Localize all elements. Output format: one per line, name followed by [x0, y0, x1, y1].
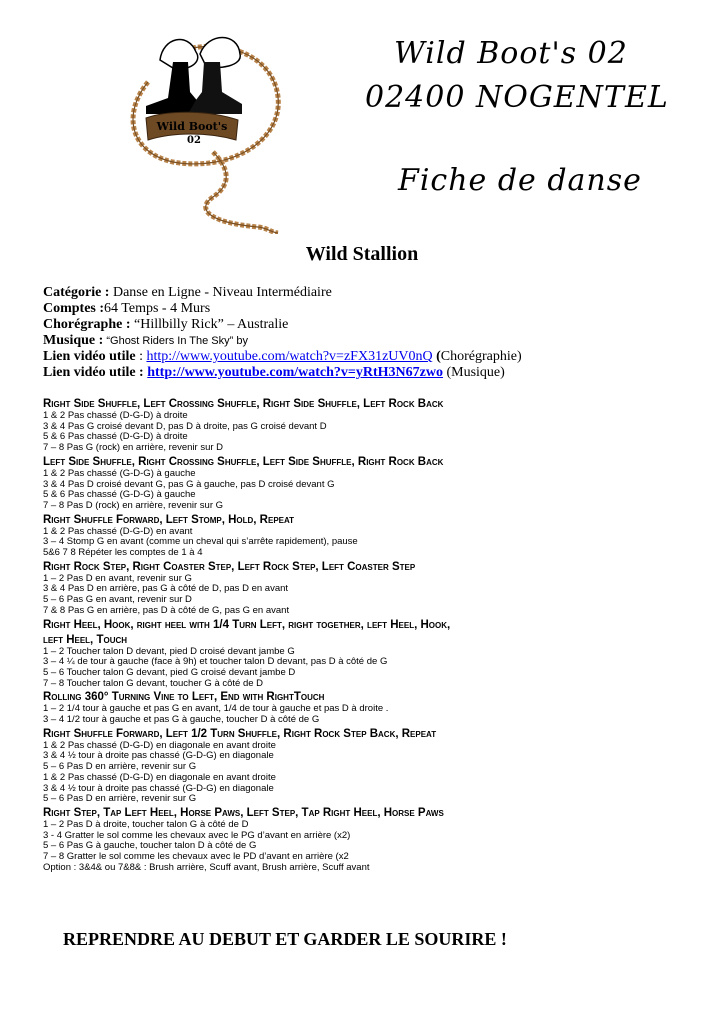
musique-value: “Ghost Riders In The Sky” by	[103, 335, 248, 347]
section-title: Right Rock Step, Right Coaster Step, Left Rock Step, Left Coaster Step	[43, 560, 416, 573]
step-line: 3 & 4 ½ tour à droite pas chassé (G-D-G) en diagonale	[43, 750, 274, 762]
step-line: 1 & 2 Pas chassé (D-G-D) en diagonale en avant droite	[43, 771, 276, 783]
step-line: Option : 3&4& ou 7&8& : Brush arrière, Scuff avant, Brush arrière, Scuff avant	[43, 861, 370, 873]
step-line: 1 & 2 Pas chassé (G-D-G) à gauche	[43, 467, 196, 479]
meta-comptes	[43, 301, 210, 317]
categorie-value: Danse en Ligne - Niveau Intermédiaire	[109, 285, 332, 300]
video1-suffix: Chorégraphie)	[440, 349, 522, 364]
section-title: Right Shuffle Forward, Left Stomp, Hold, Repeat	[43, 513, 295, 526]
step-line: 7 & 8 Pas G en arrière, pas D à côté de G, pas G en avant	[43, 604, 290, 616]
section-title: Right Step, Tap Left Heel, Horse Paws, Left Step, Tap Right Heel, Horse Paws	[43, 806, 444, 819]
section-title: Right Side Shuffle, Left Crossing Shuffle, Right Side Shuffle, Left Rock Back	[43, 398, 444, 410]
step-line: 5 & 6 Pas chassé (D-G-D) à droite	[43, 431, 188, 443]
meta-musique	[43, 333, 248, 349]
club-address: 02400 NOGENTEL	[365, 80, 669, 115]
step-line: 5 & 6 Pas chassé (G-D-G) à gauche	[43, 489, 196, 501]
step-line: 3 & 4 Pas D croisé devant G, pas G à gauche, pas D croisé devant G	[43, 478, 335, 490]
lasso-boots-logo-icon	[118, 22, 288, 234]
section-title: Rolling 360° Turning Vine to Left, End with RightTouch	[43, 691, 325, 704]
step-line: 7 – 8 Pas D (rock) en arrière, revenir sur G	[43, 499, 224, 511]
meta-choregraphe	[43, 317, 288, 333]
closing-message: REPRENDRE AU DEBUT ET GARDER LE SOURIRE !	[63, 929, 507, 949]
video1-paren: (	[432, 349, 441, 364]
step-line: 1 & 2 Pas chassé (D-G-D) en avant	[43, 525, 193, 537]
step-line: 3 & 4 ½ tour à droite pas chassé (G-D-G) en diagonale	[43, 782, 274, 794]
step-list	[43, 396, 703, 874]
choregraphe-label: Chorégraphe :	[43, 317, 131, 332]
logo-text-2: 02	[187, 135, 201, 146]
step-line: 1 – 2 Pas D en avant, revenir sur G	[43, 572, 192, 584]
step-line: 1 & 2 Pas chassé (D-G-D) à droite	[43, 410, 188, 421]
sheet-type: Fiche de danse	[398, 163, 642, 198]
meta-video2	[43, 365, 505, 381]
step-line: 5 – 6 Toucher talon G devant, pied G croisé devant jambe D	[43, 666, 296, 678]
step-line: 5 – 6 Pas D en arrière, revenir sur G	[43, 761, 197, 773]
step-line: 3 & 4 Pas D en arrière, pas G à côté de D, pas D en avant	[43, 583, 289, 595]
video1-label: Lien vidéo utile	[43, 349, 136, 364]
step-line: 3 & 4 Pas G croisé devant D, pas D à droite, pas G croisé devant D	[43, 420, 327, 432]
comptes-label: Comptes :	[43, 301, 105, 316]
step-line: 7 – 8 Gratter le sol comme les chevaux avec le PD d’avant en arrière (x2	[43, 851, 349, 863]
step-line: 5 – 6 Pas G en avant, revenir sur D	[43, 594, 192, 606]
dance-title: Wild Stallion	[305, 243, 419, 265]
section-title: Left Side Shuffle, Right Crossing Shuffle, Left Side Shuffle, Right Rock Back	[43, 455, 444, 468]
step-line: 3 – 4 ¼ de tour à gauche (face à 9h) et toucher talon D devant, pas D à côté de G	[43, 656, 388, 668]
step-line: 7 – 8 Toucher talon G devant, toucher G à côté de D	[43, 677, 264, 689]
video2-label: Lien vidéo utile :	[43, 365, 144, 380]
comptes-value: 64 Temps - 4 Murs	[104, 301, 211, 316]
step-line: 5&6 7 8 Répéter les comptes de 1 à 4	[43, 547, 203, 559]
section-title: Right Heel, Hook, right heel with 1/4 Turn Left, right together, left Heel, Hook,	[43, 618, 451, 631]
step-line: 3 – 4 Stomp G en avant (comme un cheval qui s’arrête rapidement), pause	[43, 536, 358, 548]
step-line: 1 – 2 1/4 tour à gauche et pas G en avant, 1/4 de tour à gauche et pas D à droite .	[43, 703, 389, 715]
categorie-label: Catégorie :	[43, 285, 110, 300]
step-line: 5 – 6 Pas G à gauche, toucher talon D à côté de G	[43, 840, 257, 852]
step-line: 1 – 2 Toucher talon D devant, pied D croisé devant jambe G	[43, 645, 295, 657]
step-line: 1 & 2 Pas chassé (D-G-D) en diagonale en avant droite	[43, 739, 276, 751]
section-title: Right Shuffle Forward, Left 1/2 Turn Shuffle, Right Rock Step Back, Repeat	[43, 727, 437, 740]
video1-sep: :	[135, 349, 147, 364]
choregraphe-value: “Hillbilly Rick” – Australie	[130, 317, 289, 332]
step-line: 3 - 4 Gratter le sol comme les chevaux avec le PG d’avant en arrière (x2)	[43, 829, 351, 841]
video2-link[interactable]: http://www.youtube.com/watch?v=yRtH3N67zwo	[147, 365, 443, 380]
step-line: 1 – 2 Pas D à droite, toucher talon G à côté de D	[43, 818, 249, 830]
step-line: 7 – 8 Pas G (rock) en arrière, revenir sur D	[43, 442, 224, 454]
meta-video1	[43, 349, 522, 365]
step-line: 3 – 4 1/2 tour à gauche et pas G à gauche, toucher D à côté de G	[43, 714, 320, 726]
section-title-cont: left Heel, Touch	[43, 633, 128, 646]
video1-link[interactable]: http://www.youtube.com/watch?v=zFX31zUV0nQ	[146, 349, 433, 364]
logo-text-1: Wild Boot's	[156, 120, 228, 133]
video2-suffix: (Musique)	[442, 365, 505, 380]
step-line: 5 – 6 Pas D en arrière, revenir sur G	[43, 793, 197, 805]
club-name: Wild Boot's 02	[394, 36, 628, 71]
club-logo	[118, 22, 288, 234]
musique-label: Musique :	[43, 333, 104, 348]
meta-categorie	[43, 285, 332, 301]
